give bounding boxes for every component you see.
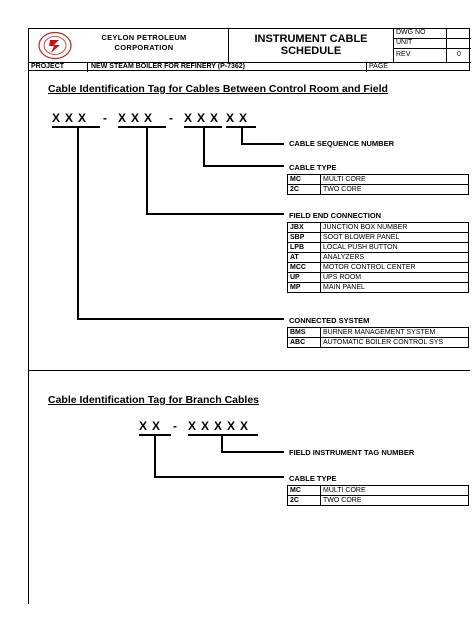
desc-cell: JUNCTION BOX NUMBER <box>321 223 469 233</box>
connected-system-label: CONNECTED SYSTEM <box>289 316 370 325</box>
dwg-no-label: DWG NO <box>396 29 426 36</box>
company-name-line1: CEYLON PETROLEUM <box>101 33 187 42</box>
dwg-no-value <box>446 29 471 38</box>
code-cell: AT <box>288 253 321 263</box>
company-name <box>84 33 204 53</box>
table-row <box>288 263 469 273</box>
unit-value <box>446 39 471 48</box>
dwg-no-row <box>394 29 471 39</box>
table-row <box>288 233 469 243</box>
tag-underline-1 <box>52 126 100 128</box>
table-row <box>288 283 469 293</box>
cable-sequence-label: CABLE SEQUENCE NUMBER <box>289 139 395 148</box>
section1-tag-separator1: - <box>103 111 112 125</box>
connector-field-end-horizontal <box>146 213 284 215</box>
code-cell: 2C <box>288 185 321 195</box>
cable-type-label: CABLE TYPE <box>289 163 337 172</box>
desc-cell: MOTOR CONTROL CENTER <box>321 263 469 273</box>
cable-type2-label: CABLE TYPE <box>289 474 337 483</box>
code-cell: 2C <box>288 496 321 506</box>
code-cell: MCC <box>288 263 321 273</box>
code-cell: MC <box>288 486 321 496</box>
tag-underline-2 <box>118 126 166 128</box>
company-cell <box>29 29 229 62</box>
connector-sequence-horizontal <box>241 143 284 145</box>
rev-row <box>394 49 471 62</box>
rev-label: REV <box>396 51 411 58</box>
connected-system-table <box>287 327 469 348</box>
connector-cable-type-vertical <box>203 127 205 166</box>
desc-cell: AUTOMATIC BOILER CONTROL SYS <box>321 338 469 348</box>
unit-row <box>394 39 471 49</box>
document-header <box>28 28 470 71</box>
table-row <box>288 243 469 253</box>
table-row <box>288 273 469 283</box>
code-cell: ABC <box>288 338 321 348</box>
code-cell: LPB <box>288 243 321 253</box>
document-title <box>229 29 394 62</box>
code-cell: JBX <box>288 223 321 233</box>
section1-tag-separator2: - <box>169 111 178 125</box>
table-row <box>288 486 469 496</box>
connector-cable-type2-vertical <box>154 435 156 477</box>
field-end-connection-label: FIELD END CONNECTION <box>289 211 382 220</box>
desc-cell: SOOT BLOWER PANEL <box>321 233 469 243</box>
section2-tag-group2: XXXXX <box>188 419 254 433</box>
code-cell: BMS <box>288 328 321 338</box>
connector-cable-type2-horizontal <box>154 476 284 478</box>
field-instrument-tag-label: FIELD INSTRUMENT TAG NUMBER <box>289 448 415 457</box>
section1-tag-group3: XXX <box>184 111 224 125</box>
table-row <box>288 253 469 263</box>
section2-title: Cable Identification Tag for Branch Cables <box>48 394 260 406</box>
table-row <box>288 496 469 506</box>
code-cell: UP <box>288 273 321 283</box>
section1-tag-group2: XXX <box>118 111 158 125</box>
connector-system-vertical <box>77 127 79 319</box>
desc-cell: MULTI CORE <box>321 175 469 185</box>
connector-system-horizontal <box>77 318 284 320</box>
rev-value: 0 <box>446 49 471 62</box>
document-title-line1: INSTRUMENT CABLE <box>254 33 368 45</box>
desc-cell: BURNER MANAGEMENT SYSTEM <box>321 328 469 338</box>
code-cell: MP <box>288 283 321 293</box>
section1-tag-group1: XXX <box>52 111 92 125</box>
table-row <box>288 175 469 185</box>
section2-tag-group1: XX <box>139 419 166 433</box>
code-cell: SBP <box>288 233 321 243</box>
desc-cell: LOCAL PUSH BUTTON <box>321 243 469 253</box>
page-label: PAGE <box>366 63 388 72</box>
tag2-underline-2 <box>188 434 258 436</box>
unit-label: UNIT <box>396 39 413 46</box>
project-value: NEW STEAM BOILER FOR REFINERY (P-7362) <box>87 63 245 72</box>
section1-title: Cable Identification Tag for Cables Between Control Room and Field <box>48 83 388 95</box>
desc-cell: MULTI CORE <box>321 486 469 496</box>
connector-cable-type-horizontal <box>203 165 284 167</box>
table-row <box>288 185 469 195</box>
section1-tag-group4: XX <box>226 111 253 125</box>
code-cell: MC <box>288 175 321 185</box>
field-end-table <box>287 222 469 293</box>
desc-cell: UPS ROOM <box>321 273 469 283</box>
connector-sequence-vertical <box>241 127 243 144</box>
connector-field-instrument-vertical <box>221 435 223 452</box>
section2-tag-separator1: - <box>173 419 182 433</box>
table-row <box>288 338 469 348</box>
table-row <box>288 223 469 233</box>
project-label: PROJECT <box>31 63 65 70</box>
cable-type-table <box>287 174 469 195</box>
document-title-line2: SCHEDULE <box>280 45 342 57</box>
desc-cell: TWO CORE <box>321 185 469 195</box>
table-row <box>288 328 469 338</box>
cable-type2-table <box>287 485 469 506</box>
desc-cell: MAIN PANEL <box>321 283 469 293</box>
company-logo-icon <box>35 31 75 60</box>
page-left-border <box>28 71 29 604</box>
connector-field-end-vertical <box>146 127 148 214</box>
section-divider <box>28 370 470 371</box>
connector-field-instrument-horizontal <box>221 451 284 453</box>
project-row <box>29 62 471 72</box>
company-name-line2: CORPORATION <box>114 43 174 52</box>
desc-cell: TWO CORE <box>321 496 469 506</box>
desc-cell: ANALYZERS <box>321 253 469 263</box>
